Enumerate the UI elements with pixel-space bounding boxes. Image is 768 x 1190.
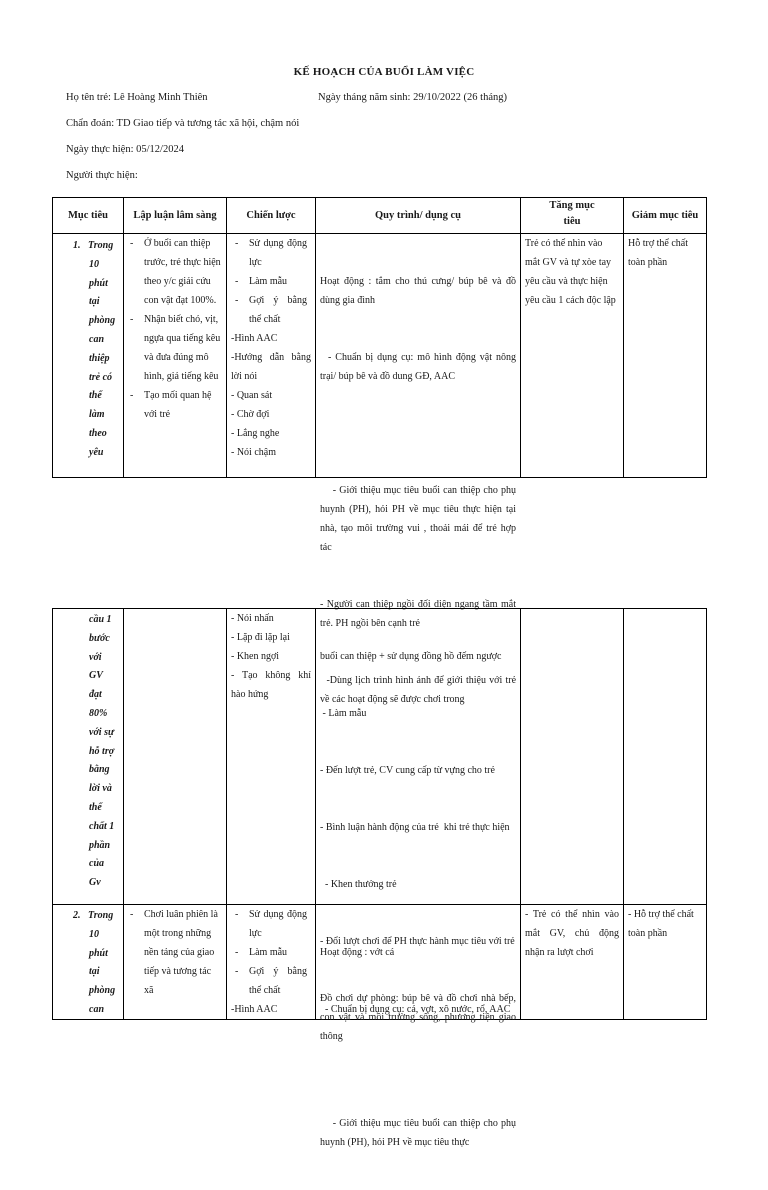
increase-cell-2 (521, 905, 624, 1020)
bullet: - (130, 314, 134, 325)
strategy-item: Gợi ý bằng thể chất (249, 295, 307, 325)
strategy-item: - Nói nhấn (231, 613, 274, 624)
goal-line: can (89, 1003, 104, 1015)
date-of-birth: Ngày tháng năm sinh: 29/10/2022 (26 tháng) (318, 92, 507, 103)
procedure-line: - Làm mẫu (320, 708, 367, 719)
goal-line: bước (89, 632, 110, 644)
bullet: - (235, 238, 239, 249)
strategy-item: - Lắng nghe (231, 428, 280, 439)
goal-line: làm (89, 409, 105, 421)
goal-line: Trong (88, 240, 114, 251)
goal-line: phút (89, 947, 108, 959)
goal-line: đạt (89, 689, 102, 701)
strategy-item: - Khen ngợi (231, 651, 280, 662)
bullet: - (130, 238, 134, 249)
procedure-line: Đồ chơi dự phòng: búp bê và đồ chơi nhà bếp, con vật và môi trường sống, phương tiện giao thông (320, 993, 519, 1042)
decrease-cell-1b (624, 609, 707, 905)
header-increase-line2: tiêu (563, 215, 581, 227)
strategy-item: - Quan sát (231, 390, 273, 401)
strategy-cell-2 (227, 905, 316, 1020)
rationale-item: Chơi luân phiên là một trong những nền tảng của giao tiếp và tương tác xã (144, 909, 218, 996)
header-strategy: Chiến lược (227, 198, 316, 234)
goal-line: 10 (89, 928, 99, 940)
strategy-item: Sử dụng động lực (249, 909, 307, 939)
procedure-line: - Chuẩn bị dụng cụ: mô hình động vật nông trại/ búp bê và đồ dung GĐ, AAC (320, 352, 519, 382)
decrease-text: - Hỗ trợ thể chất toàn phần (628, 909, 694, 939)
increase-cell-1 (521, 234, 624, 478)
goal-line: trẻ có (89, 371, 113, 383)
strategy-item: -Hình AAC (231, 1004, 278, 1015)
goal-cell-1a (53, 234, 124, 478)
bullet: - (235, 966, 239, 977)
strategy-item: - Chờ đợi (231, 409, 270, 420)
decrease-cell-1 (624, 234, 707, 478)
procedure-spacer (320, 424, 516, 443)
procedure-line: - Đổi lượt chơi để PH thực hành mục tiêu với trẻ (320, 936, 515, 947)
procedure-line: - Giới thiệu mục tiêu buổi can thiệp cho phụ huynh (PH), hỏi PH về mục tiêu thực hiện tại nhà, tạo môi trường vui , thoải mái để trẻ hợp tác (320, 485, 519, 553)
rationale-item: Ở buổi can thiệp trước, trẻ thực hiện theo y/c giải cứu con vật đạt 100%. (144, 238, 221, 306)
goal-line: 10 (89, 258, 99, 270)
procedure-line: buổi can thiệp + sử dụng đồng hồ đếm ngược (320, 651, 502, 662)
rationale-item: Nhận biết chó, vịt, ngựa qua tiếng kêu và đưa đúng mô hình, giả tiếng kêu (144, 314, 221, 382)
goal-line: thể (89, 390, 102, 402)
goal-number: 2. (73, 910, 81, 921)
document-title: KẾ HOẠCH CỦA BUỔI LÀM VIỆC (293, 66, 475, 78)
goal-line: 80% (89, 707, 108, 719)
rationale-cell-1 (124, 234, 227, 478)
diagnosis: Chẩn đoán: TD Giao tiếp và tương tác xã hội, chậm nói (66, 118, 300, 129)
strategy-item: Làm mẫu (249, 947, 288, 958)
procedure-line: -Dùng lịch trình hình ảnh để giới thiệu với trẻ về các hoạt động sẽ được chơi trong (320, 675, 519, 705)
procedure-line: - Chuẩn bị dụng cụ: cá, vợt, xô nước, rổ, AAC (320, 1004, 511, 1015)
goal-line: GV (89, 670, 103, 682)
performer: Người thực hiện: (66, 170, 138, 181)
goal-line: của (89, 858, 104, 870)
decrease-cell-2 (624, 905, 707, 1020)
procedure-line: Hoạt động : vớt cá (320, 947, 395, 958)
strategy-item: - Nói chậm (231, 447, 276, 458)
bullet: - (235, 909, 239, 920)
bullet: - (235, 947, 239, 958)
goal-line: Trong (88, 910, 114, 921)
procedure-line: - Bình luận hành động của trẻ khi trẻ thực hiện (320, 822, 510, 833)
strategy-cell-1b (227, 609, 316, 905)
strategy-item: -Hướng dẫn bằng lời nói (231, 352, 311, 382)
child-name: Họ tên trẻ: Lê Hoàng Minh Thiên (66, 92, 208, 103)
goal-line: theo (89, 427, 107, 439)
increase-text: Trẻ có thể nhìn vào mắt GV và tự xòe tay yêu cầu và thực hiện yêu cầu 1 cách độc lập (525, 238, 616, 306)
goal-line: can (89, 333, 104, 345)
header-increase (521, 198, 624, 234)
rationale-cell-2 (124, 905, 227, 1020)
header-decrease: Giảm mục tiêu (624, 198, 707, 234)
rationale-cell-1b (124, 609, 227, 905)
rationale-item: Tạo mối quan hệ với trẻ (144, 390, 212, 420)
procedure-line: - Giới thiệu mục tiêu buổi can thiệp cho phụ huynh (PH), hỏi PH về mục tiêu thực (320, 1118, 519, 1148)
goal-line: phòng (89, 315, 116, 327)
procedure-line: - Đến lượt trẻ, CV cung cấp từ vựng cho trẻ (320, 765, 495, 776)
goal-line: với (89, 651, 102, 663)
goal-line: chất 1 (89, 820, 115, 832)
strategy-item: Làm mẫu (249, 276, 288, 287)
header-goal: Mục tiêu (53, 198, 124, 234)
procedure-line: - Người can thiệp ngồi đối diện ngang tầm mắt trẻ. PH ngồi bên cạnh trẻ (320, 599, 519, 629)
decrease-text: Hỗ trợ thể chất toàn phần (628, 238, 688, 268)
goal-cell-2 (53, 905, 124, 1020)
goal-line: tại (89, 296, 100, 308)
header-procedure: Quy trình/ dụng cụ (316, 198, 521, 234)
procedure-cell-2 (316, 905, 521, 1148)
strategy-item: -Hình AAC (231, 333, 278, 344)
procedure-line: Hoạt động : tắm cho thú cưng/ búp bê và đồ dùng gia đình (320, 276, 519, 306)
goal-line: Gv (89, 877, 101, 889)
plan-table-page2 (52, 608, 707, 1148)
goal-line: hỗ trợ (89, 745, 115, 757)
goal-line: với sự (89, 726, 114, 738)
strategy-item: - Lặp đi lặp lại (231, 632, 290, 643)
procedure-spacer (320, 1057, 516, 1076)
goal-number: 1. (73, 240, 81, 251)
goal-line: phút (89, 277, 108, 289)
goal-line: cầu 1 (89, 614, 112, 625)
bullet: - (130, 909, 134, 920)
goal-line: lời và (89, 783, 112, 795)
goal-line: tại (89, 966, 100, 978)
procedure-line: - Khen thưởng trẻ (320, 879, 397, 890)
session-date: Ngày thực hiện: 05/12/2024 (66, 144, 184, 155)
strategy-cell-1 (227, 234, 316, 478)
header-increase-line1: Tăng mục (549, 199, 595, 211)
goal-line: phòng (89, 985, 116, 997)
strategy-item: Sử dụng động lực (249, 238, 307, 268)
bullet: - (235, 276, 239, 287)
goal-cell-1b (53, 609, 124, 905)
strategy-item: - Tạo không khí hào hứng (231, 670, 314, 700)
goal-line: thiệp (89, 352, 110, 364)
bullet: - (130, 390, 134, 401)
goal-line: yêu (89, 446, 104, 458)
header-rationale: Lập luận lâm sàng (124, 198, 227, 234)
goal-line: bằng (89, 764, 110, 776)
increase-text: - Trẻ có thể nhìn vào mắt GV, chủ động nhận ra lượt chơi (525, 909, 619, 958)
goal-line: thể (89, 801, 102, 813)
bullet: - (235, 295, 239, 306)
goal-line: phần (89, 839, 111, 851)
strategy-item: Gợi ý bằng thể chất (249, 966, 307, 996)
increase-cell-1b (521, 609, 624, 905)
